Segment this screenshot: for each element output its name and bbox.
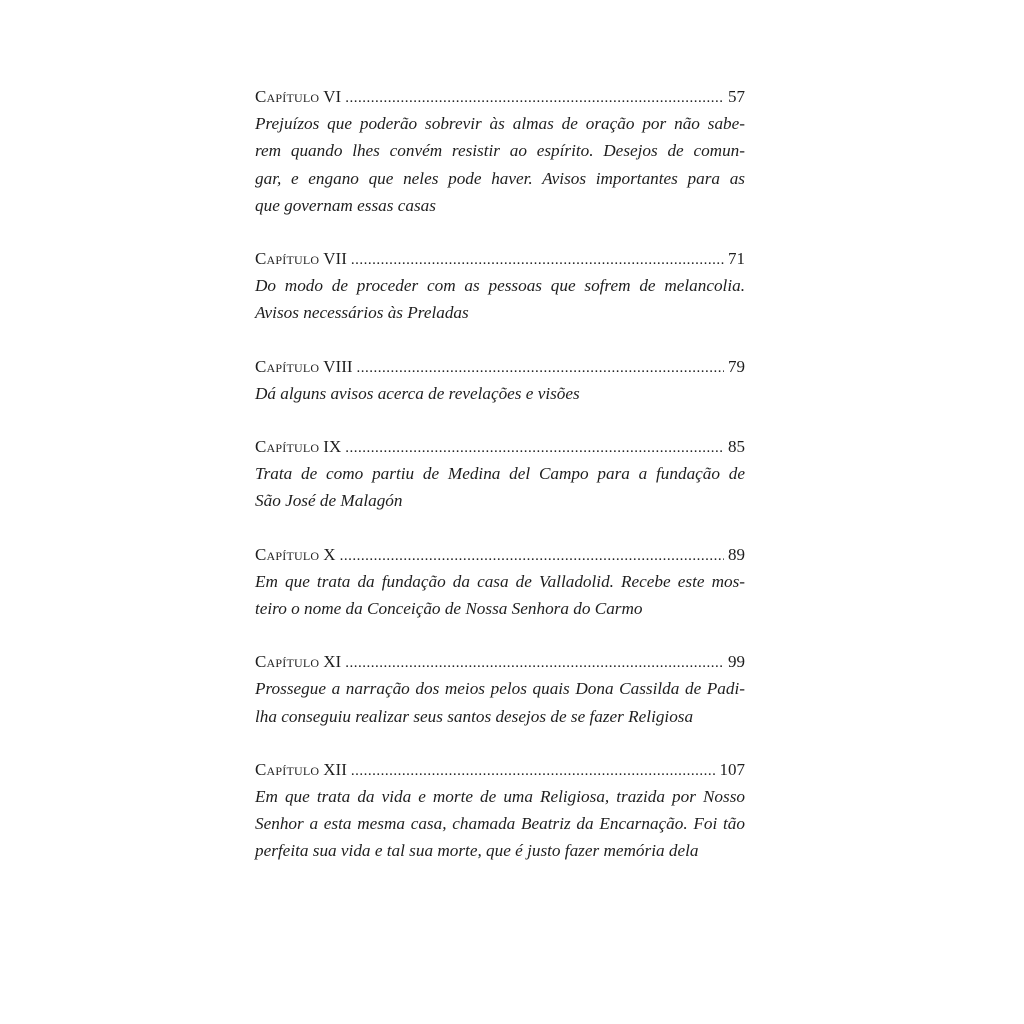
chapter-description-line: Do modo de proceder com as pessoas que sofrem de melancolia.	[255, 276, 745, 296]
page-number: 79	[728, 356, 745, 376]
toc-entry	[255, 354, 745, 407]
page-number: 99	[728, 652, 745, 672]
dot-leader	[357, 355, 724, 381]
chapter-heading	[255, 434, 745, 460]
dot-leader	[345, 650, 724, 676]
chapter-description-line: Em que trata da vida e morte de uma Religiosa, trazida por Nosso	[255, 786, 745, 806]
chapter-number: VI	[323, 87, 342, 106]
chapter-number: IX	[323, 437, 342, 457]
page-number: 85	[728, 437, 745, 457]
chapter-number: X	[323, 544, 336, 564]
chapter-label: Capítulo	[255, 87, 320, 106]
chapter-label: Capítulo	[255, 356, 320, 376]
chapter-description-line: gar, e engano que neles pode haver. Avisos importantes para as	[255, 168, 745, 188]
toc-entry	[255, 434, 745, 515]
chapter-description-line: Avisos necessários às Preladas	[255, 303, 469, 323]
chapter-number: VII	[323, 249, 347, 269]
dot-leader	[351, 758, 716, 784]
chapter-heading	[255, 757, 745, 783]
toc-entry	[255, 542, 745, 623]
chapter-description-line: perfeita sua vida e tal sua morte, que é justo fazer memória dela	[255, 841, 699, 861]
chapter-description-line: Prossegue a narração dos meios pelos quais Dona Cassilda de Padi-	[255, 679, 745, 699]
dot-leader	[340, 543, 724, 569]
chapter-number: VIII	[323, 356, 353, 376]
chapter-label: Capítulo	[255, 759, 320, 779]
dot-leader	[351, 247, 724, 273]
toc-entry	[255, 84, 745, 219]
page-number: 71	[728, 249, 745, 269]
table-of-contents	[255, 84, 745, 892]
chapter-label: Capítulo	[255, 249, 320, 269]
chapter-heading	[255, 354, 745, 380]
chapter-heading	[255, 246, 745, 272]
chapter-description-line: teiro o nome da Conceição de Nossa Senhora do Carmo	[255, 598, 643, 618]
chapter-heading	[255, 649, 745, 675]
toc-entry	[255, 757, 745, 865]
chapter-label: Capítulo	[255, 652, 320, 672]
chapter-description-line: São José de Malagón	[255, 491, 403, 511]
chapter-number: XII	[323, 759, 347, 779]
chapter-heading	[255, 542, 745, 568]
chapter-description-line: Trata de como partiu de Medina del Campo para a fundação de	[255, 464, 745, 484]
dot-leader	[345, 85, 724, 111]
chapter-label: Capítulo	[255, 544, 320, 564]
chapter-description-line: Senhor a esta mesma casa, chamada Beatriz da Encarnação. Foi tão	[255, 814, 745, 834]
page-number: 107	[719, 759, 745, 779]
chapter-number: XI	[323, 652, 342, 672]
chapter-description-line: Em que trata da fundação da casa de Valladolid. Recebe este mos-	[255, 571, 745, 591]
chapter-description-line: Dá alguns avisos acerca de revelações e visões	[255, 383, 580, 403]
chapter-label: Capítulo	[255, 437, 320, 457]
chapter-description-line: que governam essas casas	[255, 195, 436, 215]
toc-entry	[255, 649, 745, 730]
dot-leader	[345, 435, 724, 461]
toc-entry	[255, 246, 745, 327]
page-number: 89	[728, 544, 745, 564]
chapter-description-line: rem quando lhes convém resistir ao espírito. Desejos de comun-	[255, 141, 745, 161]
chapter-description-line: lha conseguiu realizar seus santos desejos de se fazer Religiosa	[255, 706, 694, 726]
chapter-heading	[255, 84, 745, 110]
chapter-description-line: Prejuízos que poderão sobrevir às almas de oração por não sabe-	[255, 114, 745, 133]
page-number: 57	[728, 87, 745, 106]
